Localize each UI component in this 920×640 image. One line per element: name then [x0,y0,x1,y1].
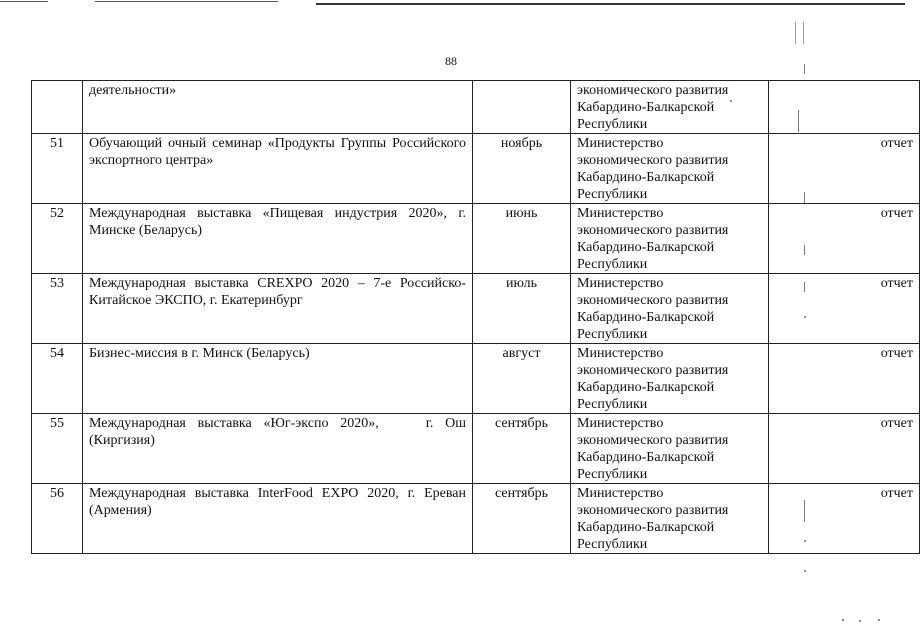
responsible-org [571,204,769,274]
scan-mark [795,22,796,44]
report-form: отчет [769,274,920,344]
page-number: 88 [445,54,457,68]
event-name: Международная выставка CREXPO 2020 – 7-е Российско-Китайское ЭКСПО, г. Екатеринбург [83,274,473,344]
event-name: Международная выставка «Пищевая индустрия 2020», г. Минске (Беларусь) [83,204,473,274]
responsible-line-2: экономического развития [577,363,729,378]
responsible-line-3: Кабардино-Балкарской [577,310,715,325]
scan-mark [804,64,805,74]
report-form: отчет [769,414,920,484]
event-date: август [473,344,571,414]
responsible-line-1: Министерство [577,416,664,431]
event-name: Обучающий очный семинар «Продукты Группы Российского экспортного центра» [83,134,473,204]
scan-dot [859,620,861,622]
responsible-org [571,414,769,484]
responsible-line-2: экономического развития [577,503,729,518]
responsible-line-1: Министерство [577,136,664,151]
event-name: деятельности» [83,81,473,134]
report-form: отчет [769,484,920,554]
table-row [32,204,920,274]
row-number: 54 [32,344,83,414]
event-date: сентябрь [473,484,571,554]
scan-dot [842,619,844,621]
event-date: июнь [473,204,571,274]
responsible-org [571,134,769,204]
scan-dot [804,570,806,572]
top-rule-right [316,3,905,5]
table-row [32,344,920,414]
event-name: Бизнес-миссия в г. Минск (Беларусь) [83,344,473,414]
responsible-line-3: Кабардино-Балкарской [577,520,715,535]
row-number: 55 [32,414,83,484]
top-rule-left [0,1,48,2]
table-row [32,81,920,134]
event-date [473,81,571,134]
responsible-line-4: Республики [577,257,648,272]
responsible-line-2: экономического развития [577,293,729,308]
table-row [32,484,920,554]
responsible-line-3: Кабардино-Балкарской [577,100,715,115]
responsible-line-2: экономического развития [577,223,729,238]
responsible-line-1: Министерство [577,206,664,221]
row-number: 56 [32,484,83,554]
responsible-line-4: Республики [577,117,648,132]
report-form: отчет [769,204,920,274]
report-form [769,81,920,134]
scan-dot [878,619,880,621]
event-name: Международная выставка «Юг-экспо 2020», г. Ош (Киргизия) [83,414,473,484]
table-row [32,274,920,344]
row-number: 52 [32,204,83,274]
responsible-line-2: экономического развития [577,83,729,98]
responsible-line-1: Министерство [577,276,664,291]
event-date: ноябрь [473,134,571,204]
event-date: июль [473,274,571,344]
responsible-org [571,81,769,134]
responsible-line-4: Республики [577,327,648,342]
table-row [32,414,920,484]
report-form: отчет [769,344,920,414]
events-table-body [32,81,920,554]
responsible-line-3: Кабардино-Балкарской [577,450,715,465]
top-rule-middle [95,1,278,2]
responsible-org [571,344,769,414]
responsible-line-4: Республики [577,467,648,482]
event-date: сентябрь [473,414,571,484]
responsible-org [571,484,769,554]
responsible-line-1: Министерство [577,346,664,361]
responsible-line-3: Кабардино-Балкарской [577,240,715,255]
responsible-line-4: Республики [577,187,648,202]
row-number: 53 [32,274,83,344]
responsible-line-4: Республики [577,537,648,552]
responsible-line-4: Республики [577,397,648,412]
responsible-org [571,274,769,344]
responsible-line-3: Кабардино-Балкарской [577,380,715,395]
event-name: Международная выставка InterFood EXPO 2020, г. Ереван (Армения) [83,484,473,554]
responsible-line-1: Министерство [577,486,664,501]
row-number: 51 [32,134,83,204]
responsible-line-3: Кабардино-Балкарской [577,170,715,185]
responsible-line-2: экономического развития [577,153,729,168]
scan-mark [803,22,804,44]
report-form: отчет [769,134,920,204]
responsible-line-2: экономического развития [577,433,729,448]
row-number [32,81,83,134]
events-table [31,80,920,554]
table-row [32,134,920,204]
